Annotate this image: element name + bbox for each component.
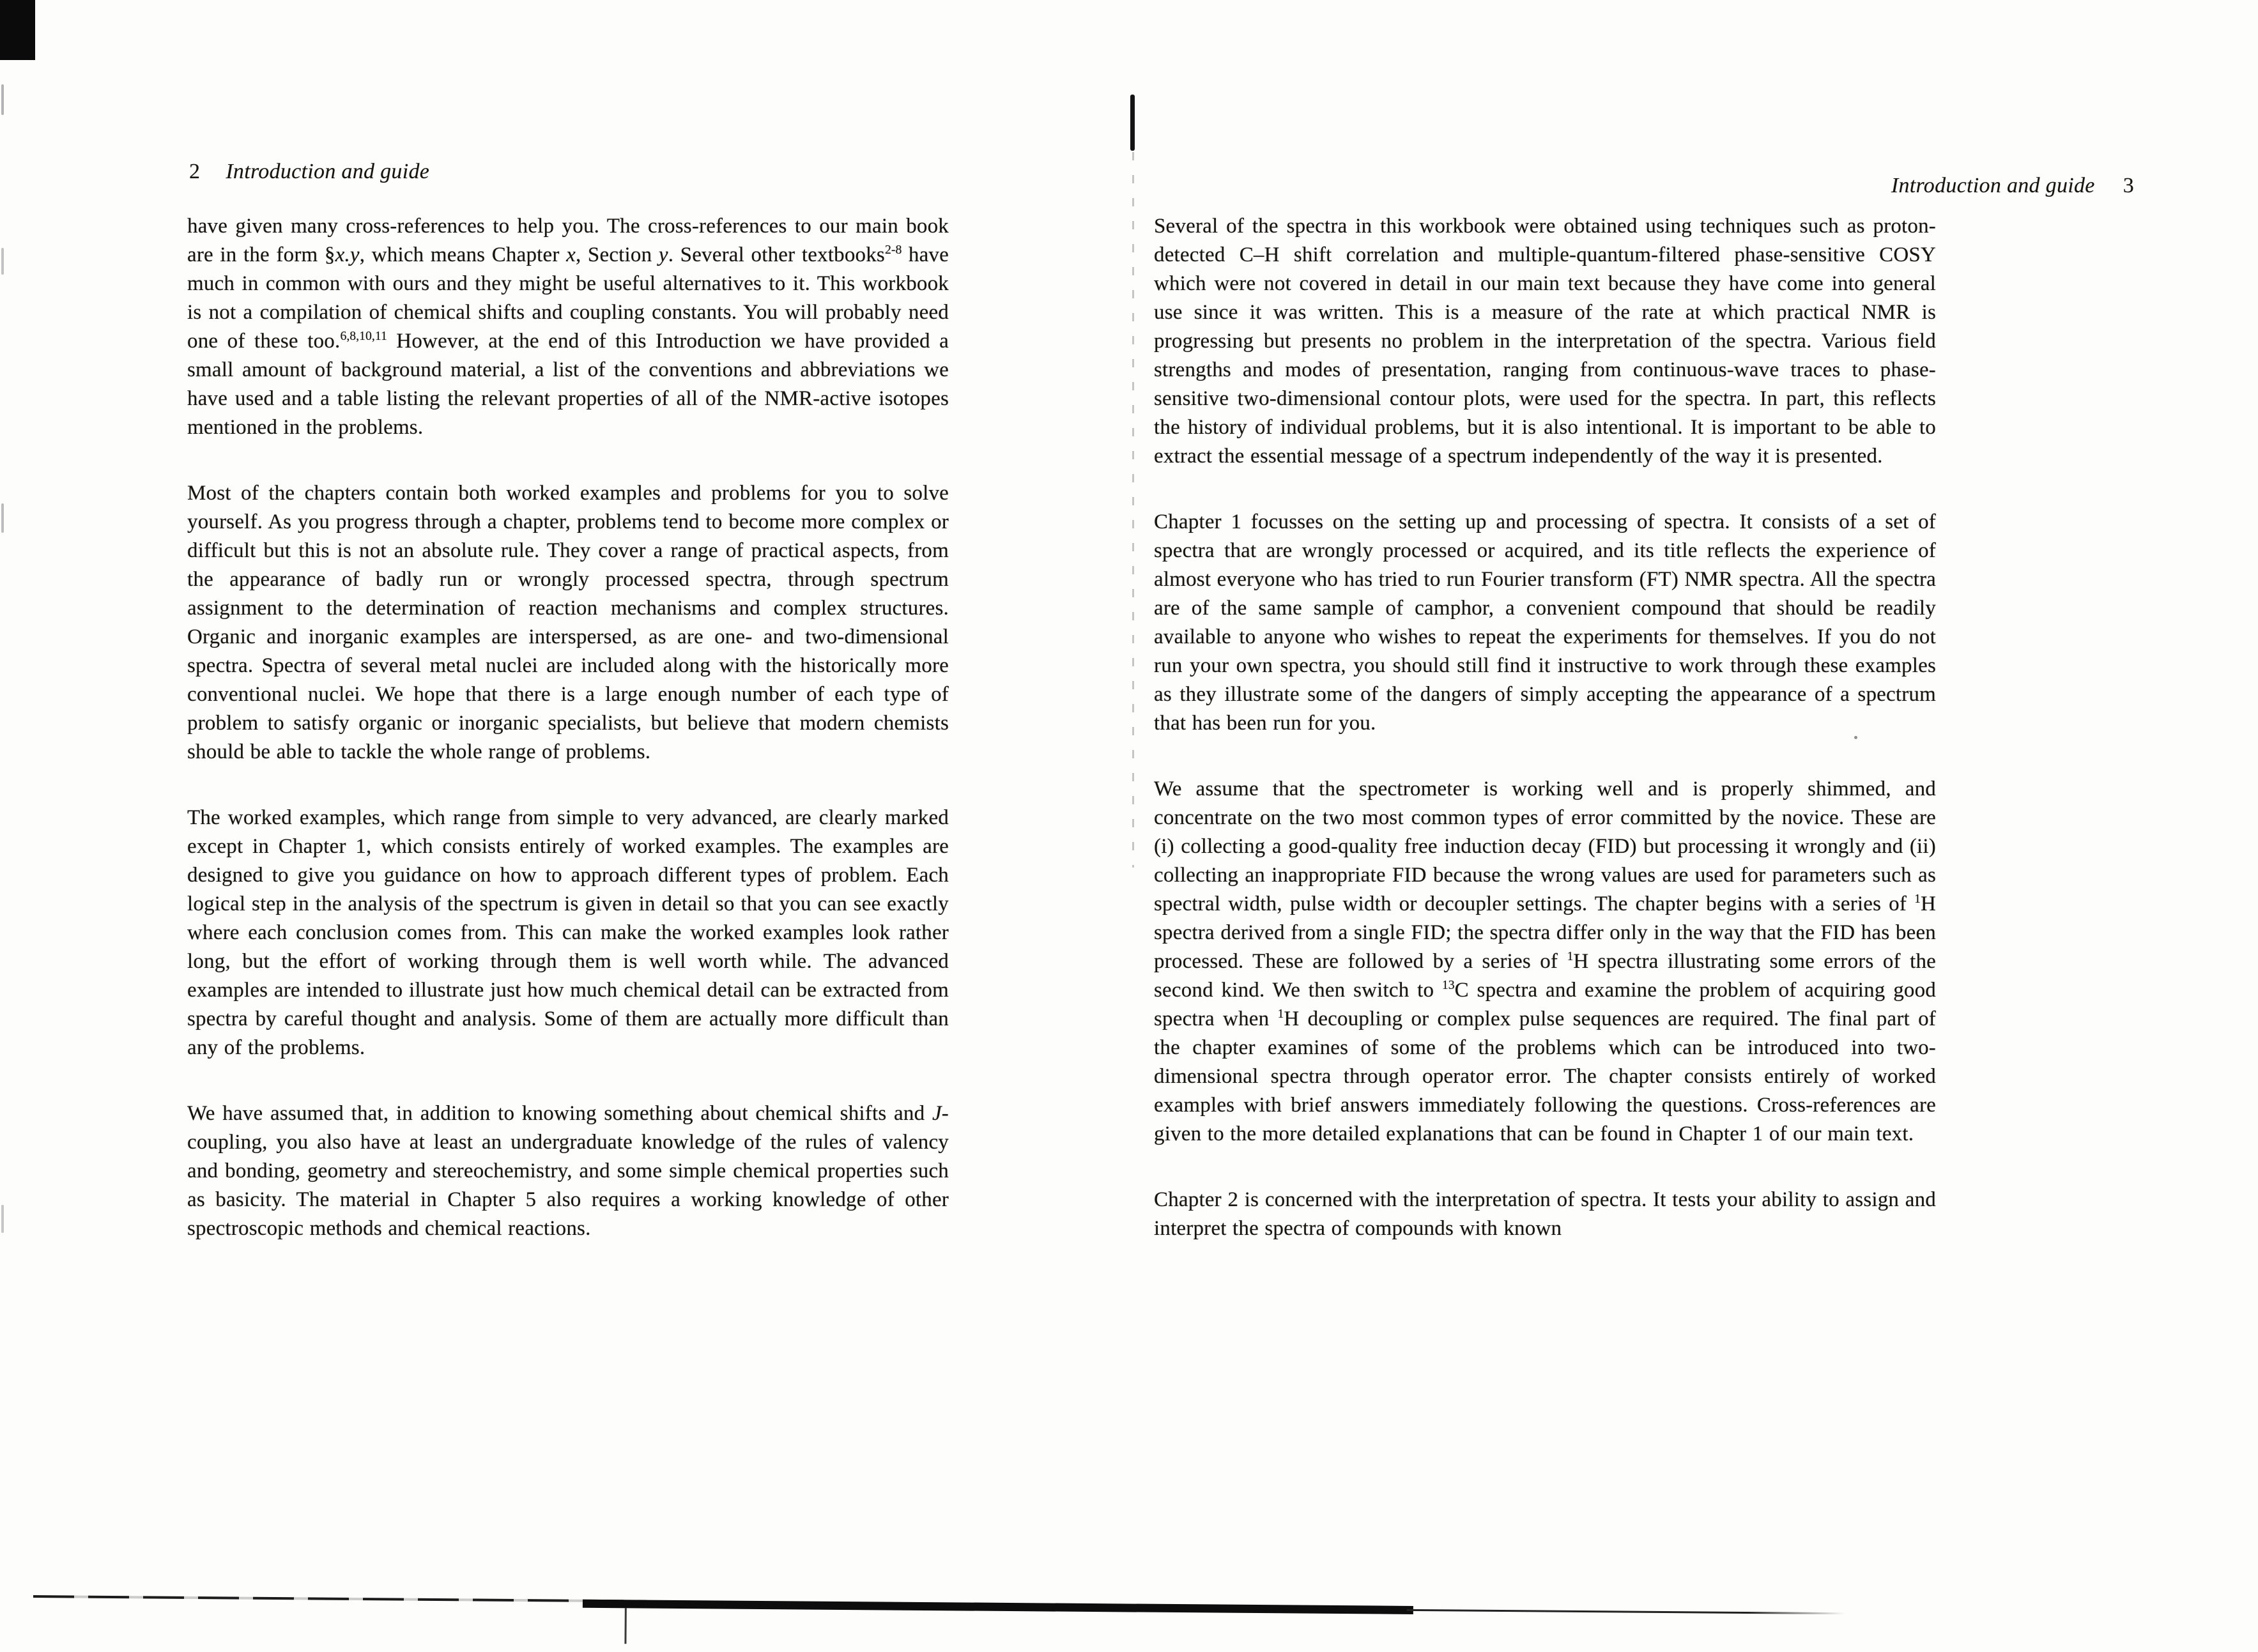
page-body-left <box>187 212 949 1243</box>
page-header-right <box>1891 174 2134 198</box>
page-number-left: 2 <box>189 160 201 183</box>
bottom-edge-segment-thick <box>583 1600 1413 1614</box>
text-run: The worked examples, which range from simple to very advanced, are clearly marked except in Chapter 1, which consists entirely of worked examples. The examples are designed to give you guidance on how to approach different types of problem. Each logical step in the analysis of the spectrum is given in detail so that you can see exactly where each conclusion comes from. This can make the worked examples look rather long, but the effort of working through them is well worth while. The advanced examples are intended to illustrate just how much chemical detail can be extracted from spectra by careful thought and analysis. Some of them are actually more difficult than any of the problems. <box>187 806 949 1059</box>
paragraph <box>1154 1186 1936 1243</box>
superscript-reference: 1 <box>1567 949 1574 963</box>
scan-edge-tick <box>1 503 4 533</box>
scan-corner-mark <box>0 0 35 60</box>
text-run: Several of the spectra in this workbook were obtained using techniques such as proton-detected C–H shift correlation and multiple-quantum-filtered phase-sensitive COSY which were not covered in detail in our main text because they have come into general use since it was written. This is a measure of the rate at which practical NMR is progressing but presents no problem in the interpretation of the spectra. Various field strengths and modes of presentation, ranging from continuous-wave traces to phase-sensitive two-dimensional contour plots, were used for the spectra. In part, this reflects the history of individual problems, but it is also intentional. It is important to be able to extract the essential message of a spectrum independently of the way it is presented. <box>1154 215 1936 468</box>
text-run: have much in common with ours and they might be useful alternatives to it. This workbook is not a compilation of chemical shifts and coupling constants. You will probably need one of these too. <box>187 243 949 353</box>
text-run: C spectra and examine the problem of acquiring good spectra when <box>1154 979 1936 1030</box>
text-run: . Several other textbooks <box>668 243 885 266</box>
paragraph <box>1154 775 1936 1149</box>
bottom-edge-segment-thin-right <box>1407 1609 1845 1614</box>
text-run: We assume that the spectrometer is working well and is properly shimmed, and concentrate on the two most common types of error committed by the novice. These are (i) collecting a good-quality free induction decay (FID) but processing it wrongly and (ii) collecting an inappropriate FID because the wrong values are used for parameters such as spectral width, pulse width or decoupler settings. The chapter begins with a series of <box>1154 777 1936 915</box>
page-header-left <box>189 160 429 184</box>
italic-run: x <box>566 243 576 266</box>
text-run: H decoupling or complex pulse sequences are required. The final part of the chapter examines of some of the problems which can be introduced into two-dimensional spectra through operator error. The chapter consists entirely of worked examples with brief answers immediately following the questions. Cross-references are given to the more detailed explanations that can be found in Chapter 1 of our main text. <box>1154 1007 1936 1145</box>
text-run: H spectra derived from a single FID; the spectra differ only in the way that the FID has been processed. These are followed by a series of <box>1154 892 1936 973</box>
scan-speck <box>1854 736 1857 739</box>
bottom-edge-segment-thin-left <box>33 1595 647 1603</box>
text-run: H spectra illustrating some errors of the second kind. We then switch to <box>1154 950 1936 1002</box>
text-run: , which means Chapter <box>359 243 567 266</box>
scan-edge-tick <box>1 1205 4 1233</box>
superscript-reference: 1 <box>1914 892 1921 906</box>
running-title-right: Introduction and guide <box>1891 174 2095 197</box>
page-bottom-edge-line <box>33 1595 1845 1652</box>
superscript-reference: 1 <box>1277 1007 1284 1021</box>
text-run: -coupling, you also have at least an undergraduate knowledge of the rules of valency and bonding, geometry and stereochemistry, and some simple chemical properties such as basicity. The material in Chapter 5 also requires a working knowledge of other spectroscopic methods and chemical reactions. <box>187 1102 949 1240</box>
scan-edge-tick <box>1 248 4 275</box>
gutter-shadow-line <box>1132 152 1134 868</box>
scan-edge-tick <box>1 84 4 115</box>
text-run: Most of the chapters contain both worked examples and problems for you to solve yourself. As you progress through a chapter, problems tend to become more complex or difficult but this is not an absolute rule. They cover a range of practical aspects, from the appearance of badly run or wrongly processed spectra, through spectrum assignment to the determination of reaction mechanisms and complex structures. Organic and inorganic examples are interspersed, as are one- and two-dimensional spectra. Spectra of several metal nuclei are included along with the historically more conventional nuclei. We hope that there is a large enough number of each type of problem to satisfy organic or inorganic specialists, but believe that modern chemists should be able to tackle the whole range of problems. <box>187 482 949 763</box>
paragraph <box>1154 508 1936 738</box>
italic-run: x.y <box>335 243 360 266</box>
text-run: Chapter 1 focusses on the setting up and processing of spectra. It consists of a set of spectra that are wrongly processed or acquired, and its title reflects the experience of almost everyone who has tried to run Fourier transform (FT) NMR spectra. All the spectra are of the same sample of camphor, a convenient compound that should be readily available to anyone who wishes to repeat the experiments for themselves. If you do not run your own spectra, you should still find it instructive to work through these examples as they illustrate some of the dangers of simply accepting the appearance of a spectrum that has been run for you. <box>1154 510 1936 735</box>
page-number-right: 3 <box>2123 174 2134 197</box>
text-run: have given many cross-references to help you. The cross-references to our main book are in the form § <box>187 215 949 266</box>
running-title-left: Introduction and guide <box>226 160 430 183</box>
italic-run: y <box>658 243 668 266</box>
bottom-edge-tick <box>624 1608 626 1644</box>
superscript-reference: 6,8,10,11 <box>340 329 387 343</box>
paragraph <box>187 804 949 1062</box>
paragraph <box>187 479 949 767</box>
paragraph <box>1154 212 1936 471</box>
paragraph <box>187 1099 949 1243</box>
italic-run: J <box>932 1102 942 1125</box>
superscript-reference: 2-8 <box>884 243 902 257</box>
paragraph <box>187 212 949 442</box>
text-run: We have assumed that, in addition to knowing something about chemical shifts and <box>187 1102 932 1125</box>
superscript-reference: 13 <box>1441 978 1455 992</box>
text-run: , Section <box>575 243 659 266</box>
text-run: However, at the end of this Introduction we have provided a small amount of background material, a list of the conventions and abbreviations we have used and a table listing the relevant properties of all of the NMR-active isotopes mentioned in the problems. <box>187 330 949 439</box>
page-body-right <box>1154 212 1936 1243</box>
text-run: Chapter 2 is concerned with the interpretation of spectra. It tests your ability to assign and interpret the spectra of compounds with known <box>1154 1188 1936 1240</box>
gutter-shadow-mark <box>1130 95 1135 151</box>
